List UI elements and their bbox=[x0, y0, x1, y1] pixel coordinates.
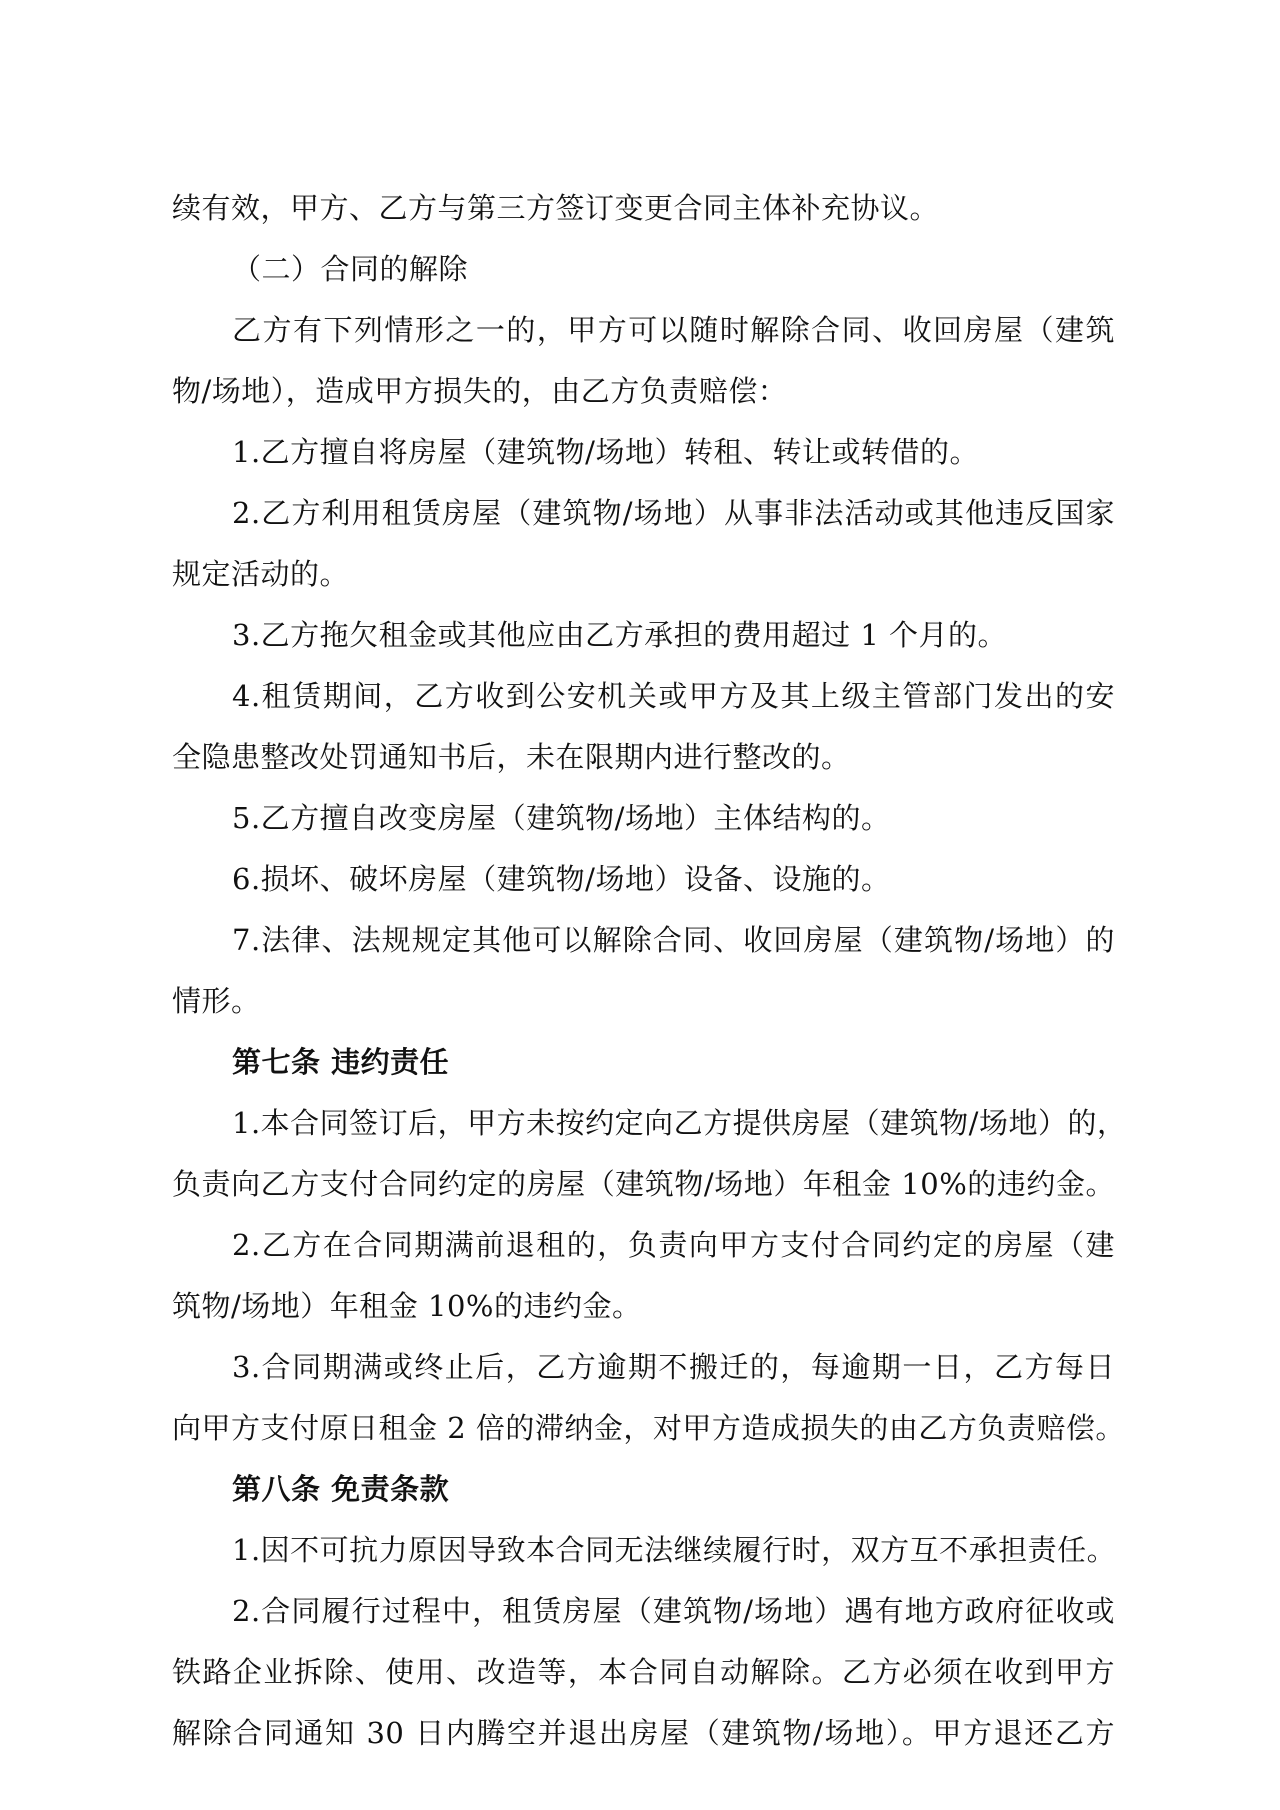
list-item-7-cont: 情形。 bbox=[172, 984, 261, 1018]
list-item-4: 4.租赁期间，乙方收到公安机关或甲方及其上级主管部门发出的安 bbox=[232, 679, 1115, 713]
document-page bbox=[172, 178, 1127, 1764]
list-item-7: 7.法律、法规规定其他可以解除合同、收回房屋（建筑物/场地）的 bbox=[232, 923, 1115, 957]
article-7-item-1-cont: 负责向乙方支付合同约定的房屋（建筑物/场地）年租金 10%的违约金。 bbox=[172, 1167, 1115, 1201]
article-8-item-1: 1.因不可抗力原因导致本合同无法继续履行时，双方互不承担责任。 bbox=[232, 1533, 1117, 1567]
article-8-item-2-cont: 铁路企业拆除、使用、改造等，本合同自动解除。乙方必须在收到甲方 bbox=[172, 1655, 1115, 1689]
text-line: 物/场地），造成甲方损失的，由乙方负责赔偿： bbox=[172, 374, 788, 408]
list-item-1: 1.乙方擅自将房屋（建筑物/场地）转租、转让或转借的。 bbox=[232, 435, 979, 469]
article-7-item-3-cont: 向甲方支付原日租金 2 倍的滞纳金，对甲方造成损失的由乙方负责赔偿。 bbox=[172, 1411, 1125, 1445]
article-8-heading: 第八条 免责条款 bbox=[232, 1472, 450, 1506]
section-heading-termination: （二）合同的解除 bbox=[232, 252, 469, 286]
article-8-item-2-cont-2: 解除合同通知 30 日内腾空并退出房屋（建筑物/场地）。甲方退还乙方 bbox=[172, 1716, 1115, 1750]
article-7-item-2-cont: 筑物/场地）年租金 10%的违约金。 bbox=[172, 1289, 642, 1323]
list-item-6: 6.损坏、破坏房屋（建筑物/场地）设备、设施的。 bbox=[232, 862, 891, 896]
text-line-continuation: 续有效，甲方、乙方与第三方签订变更合同主体补充协议。 bbox=[172, 191, 940, 225]
list-item-5: 5.乙方擅自改变房屋（建筑物/场地）主体结构的。 bbox=[232, 801, 891, 835]
article-7-item-3: 3.合同期满或终止后，乙方逾期不搬迁的，每逾期一日，乙方每日 bbox=[232, 1350, 1115, 1384]
list-item-3: 3.乙方拖欠租金或其他应由乙方承担的费用超过 1 个月的。 bbox=[232, 618, 1008, 652]
text-line: 乙方有下列情形之一的，甲方可以随时解除合同、收回房屋（建筑 bbox=[232, 313, 1115, 347]
article-7-item-1: 1.本合同签订后，甲方未按约定向乙方提供房屋（建筑物/场地）的， bbox=[232, 1106, 1127, 1140]
list-item-2: 2.乙方利用租赁房屋（建筑物/场地）从事非法活动或其他违反国家 bbox=[232, 496, 1115, 530]
article-7-heading: 第七条 违约责任 bbox=[232, 1045, 450, 1079]
article-8-item-2: 2.合同履行过程中，租赁房屋（建筑物/场地）遇有地方政府征收或 bbox=[232, 1594, 1115, 1628]
list-item-2-cont: 规定活动的。 bbox=[172, 557, 350, 591]
article-7-item-2: 2.乙方在合同期满前退租的，负责向甲方支付合同约定的房屋（建 bbox=[232, 1228, 1115, 1262]
list-item-4-cont: 全隐患整改处罚通知书后，未在限期内进行整改的。 bbox=[172, 740, 851, 774]
